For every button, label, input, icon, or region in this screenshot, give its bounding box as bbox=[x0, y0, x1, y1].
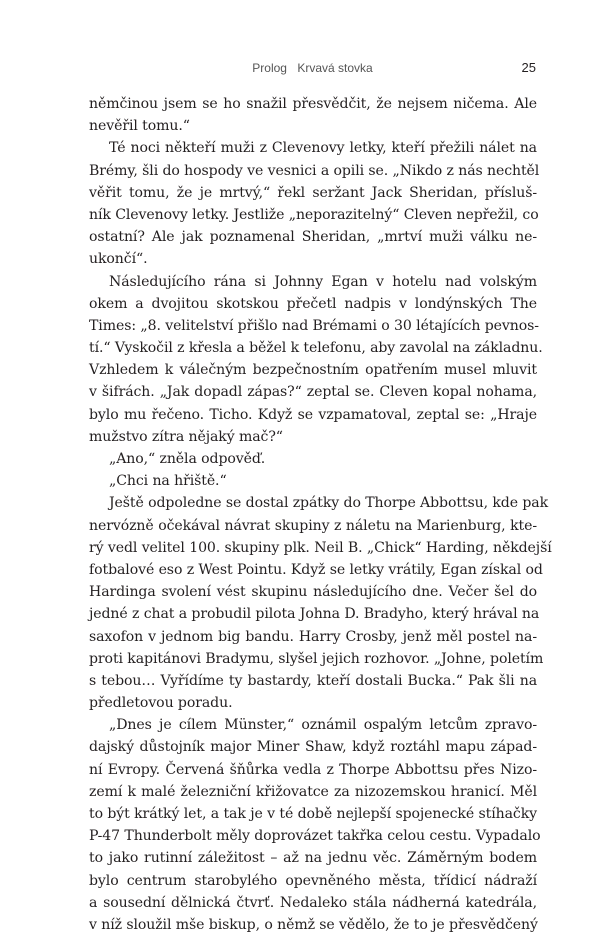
text-line: ník Clevenovy letky. Jestliže „neporazitelný“ Cleven nepřežil, co bbox=[89, 206, 539, 223]
text-line: mužstvo zítra nějaký mač?“ bbox=[89, 428, 283, 445]
paragraph bbox=[89, 93, 537, 137]
text-line: dajský důstojník major Miner Shaw, když roztáhl mapu západ- bbox=[89, 739, 537, 756]
text-line: a sousední dělnická čtvrť. Nedaleko stála nádherná katedrála, bbox=[89, 894, 537, 911]
text-line: to být krátký let, a tak je v té době nejlepší spojenecké stíhačky bbox=[89, 806, 537, 822]
text-line: s tebou… Vyřídíme ty bastardy, kteří dostali Bucka.“ Pak šli na bbox=[89, 672, 537, 689]
text-line: to jako rutinní záležitost – až na jednu věc. Záměrným bodem bbox=[89, 850, 537, 867]
text-line: v šifrách. „Jak dopadl zápas?“ zeptal se. Cleven kopal nohama, bbox=[89, 384, 537, 401]
paragraph bbox=[89, 271, 543, 449]
text-line: ostatní? Ale jak poznamenal Sheridan, „mrtví muži válku ne- bbox=[89, 229, 537, 246]
body-text bbox=[89, 93, 552, 936]
text-line: P-47 Thunderbolt měly doprovázet takřka celou cestu. Vypadalo bbox=[89, 828, 541, 845]
text-line: němčinou jsem se ho snažil přesvědčit, že nejsem ničema. Ale bbox=[89, 96, 537, 112]
text-line: Brémy, šli do hospody ve vesnici a opili se. „Nikdo z nás nechtěl bbox=[89, 162, 540, 179]
paragraph bbox=[89, 714, 541, 936]
text-line: Hardinga svolení vést skupinu následujícího dne. Večer šel do bbox=[89, 584, 537, 601]
text-line: Následujícího rána si Johnny Egan v hotelu nad volským bbox=[109, 273, 537, 290]
text-line: „Dnes je cílem Münster,“ oznámil ospalým letcům zpravo- bbox=[109, 717, 537, 734]
text-line: ukončí“. bbox=[89, 251, 148, 268]
text-line: okem a dvojitou skotskou přečetl nadpis v londýnských The bbox=[89, 295, 537, 312]
text-line: v níž sloužil mše biskup, o němž se vědělo, že to je přesvědčený bbox=[89, 916, 538, 933]
text-line: proti kapitánovi Bradymu, slyšel jejich rozhovor. „Johne, poletím bbox=[89, 650, 544, 667]
paragraph bbox=[89, 470, 537, 492]
text-line: ní Evropy. Červená šňůrka vedla z Thorpe Abbottsu přes Nizo- bbox=[89, 761, 537, 778]
text-line: „Chci na hřiště.“ bbox=[109, 473, 227, 490]
paragraph bbox=[89, 448, 537, 470]
text-line: věřit tomu, že je mrtvý,“ řekl seržant Jack Sheridan, přísluš- bbox=[89, 184, 537, 201]
text-line: Ještě odpoledne se dostal zpátky do Thorpe Abbottsu, kde pak bbox=[109, 495, 549, 512]
text-line: saxofon v jednom big bandu. Harry Crosby, jenž měl postel na- bbox=[89, 628, 537, 645]
text-line: jedné z chat a probudil pilota Johna D. Bradyho, který hrával na bbox=[89, 606, 540, 623]
text-line: nervózně očekával návrat skupiny z náletu na Marienburg, kte- bbox=[89, 517, 537, 534]
text-line: Té noci někteří muži z Clevenovy letky, kteří přežili nálet na bbox=[109, 140, 537, 157]
running-head-section: Prolog bbox=[252, 61, 287, 75]
text-line: předletovou poradu. bbox=[89, 695, 233, 712]
text-line: Times: „8. velitelství přišlo nad Brémami o 30 létajících pevnos- bbox=[89, 317, 539, 334]
running-head-chapter: Krvavá stovka bbox=[297, 61, 373, 75]
text-line: bylo mu řečeno. Ticho. Když se vzpamatoval, zeptal se: „Hraje bbox=[89, 406, 537, 423]
running-head bbox=[89, 58, 536, 78]
text-line: tí.“ Vyskočil z křesla a běžel k telefonu, aby zavolal na základnu. bbox=[89, 340, 543, 357]
text-line: „Ano,“ zněla odpověď. bbox=[109, 451, 266, 467]
paragraph bbox=[89, 137, 540, 270]
text-line: fotbalové eso z West Pointu. Když se letky vrátily, Egan získal od bbox=[89, 561, 543, 578]
page-header bbox=[89, 58, 536, 78]
text-line: nevěřil tomu.“ bbox=[89, 118, 190, 135]
text-line: Vzhledem k válečným bezpečnostním opatřením musel mluvit bbox=[89, 362, 537, 379]
page-number: 25 bbox=[521, 60, 536, 75]
text-line: rý vedl velitel 100. skupiny plk. Neil B. „Chick“ Harding, někdejší bbox=[89, 539, 552, 556]
paragraph bbox=[89, 492, 552, 714]
text-line: bylo centrum starobylého opevněného města, třídicí nádraží bbox=[89, 872, 537, 889]
text-line: zemí k malé železniční křižovatce za nizozemskou hranicí. Měl bbox=[89, 783, 537, 800]
